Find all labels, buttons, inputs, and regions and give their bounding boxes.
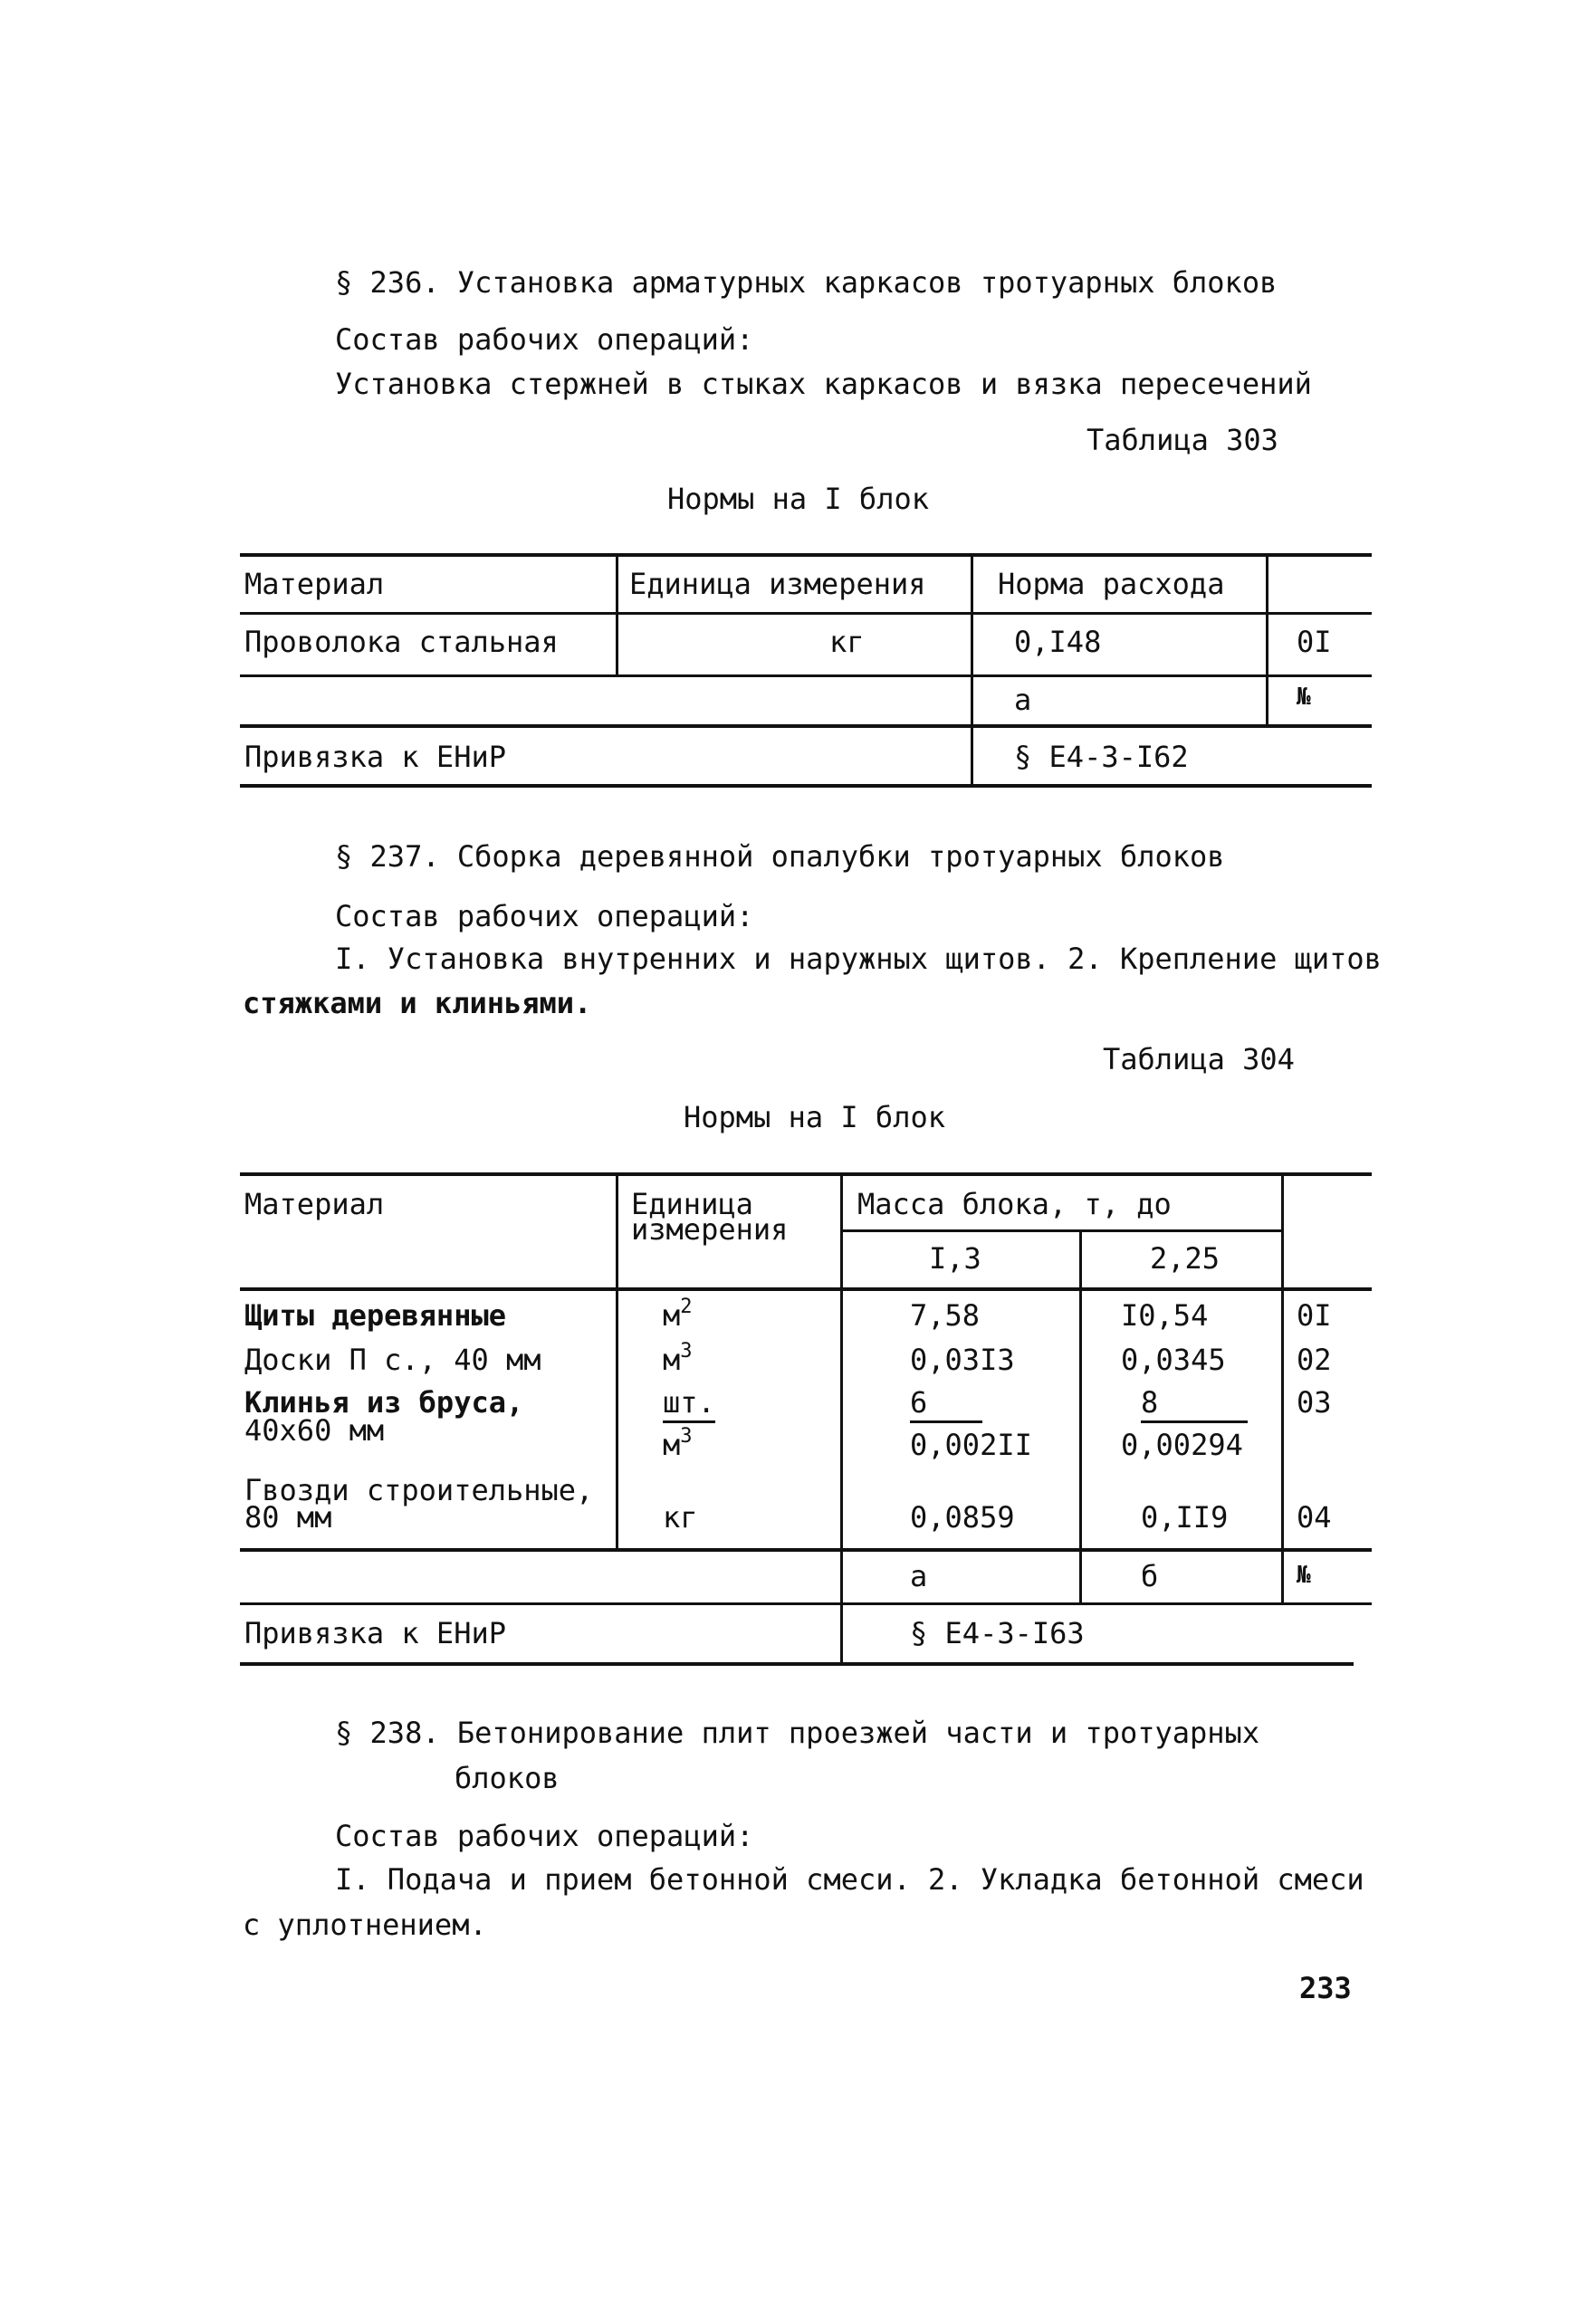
section-237-ops-title: Состав рабочих операций:: [335, 899, 754, 933]
table-304-row3-v2-bottom: 0,00294: [1121, 1428, 1243, 1462]
table-303-value: 0,I48: [1014, 625, 1102, 659]
table-304-row3-unit-top: шт.: [663, 1388, 715, 1423]
table-304-no-mark: №: [1297, 1562, 1311, 1589]
table-304-row2-material: Доски П с., 40 мм: [244, 1343, 541, 1377]
table-304-row1-material: Щиты деревянные: [244, 1298, 506, 1333]
table-303-unit: кг: [829, 625, 865, 659]
table-304-row1-v2: I0,54: [1121, 1298, 1209, 1333]
table-304-row2-code: 02: [1297, 1343, 1332, 1377]
table-304-letter-a: а: [910, 1559, 928, 1593]
table-303-code: 0I: [1297, 625, 1332, 659]
table-304-letter-b: б: [1141, 1559, 1159, 1593]
section-236-ops-title: Состав рабочих операций:: [335, 322, 754, 357]
table-304-binding-label: Привязка к ЕНиР: [244, 1616, 506, 1650]
table-304-row2-unit: $м^3$: [663, 1340, 693, 1377]
table-303-material: Проволока стальная: [244, 625, 559, 659]
table-304-row4-material-2: 80 мм: [244, 1500, 332, 1535]
table-304-row3-unit-bottom: $м^3$: [663, 1425, 693, 1462]
table-303-no-mark: №: [1297, 684, 1311, 711]
table-304-row2-v1: 0,03I3: [910, 1343, 1015, 1377]
table-304-row2-v2: 0,0345: [1121, 1343, 1226, 1377]
table-304-row4-code: 04: [1297, 1500, 1332, 1535]
table-303-header-unit: Единица измерения: [629, 567, 926, 601]
table-304-binding-value: § Е4-3-I63: [910, 1616, 1085, 1650]
table-304-header-unit-2: измерения: [631, 1212, 789, 1247]
table-304-norms-title: Нормы на I блок: [684, 1100, 945, 1134]
section-238-ops-line1: I. Подача и прием бетонной смеси. 2. Укладка бетонной смеси: [335, 1862, 1364, 1897]
table-304-row3-material-1: Клинья из бруса,: [244, 1385, 524, 1420]
table-304-row3-v1-bottom: 0,002II: [910, 1428, 1032, 1462]
table-304-row1-v1: 7,58: [910, 1298, 981, 1333]
table-304-header-material: Материал: [244, 1187, 385, 1221]
table-303-header-material: Материал: [244, 567, 385, 601]
table-304-row4-v2: 0,II9: [1141, 1500, 1229, 1535]
table-304-row3-v1-top: 6: [910, 1388, 982, 1423]
section-238-ops-line2: с уплотнением.: [243, 1908, 487, 1942]
table-304-row4-unit: кг: [663, 1500, 698, 1535]
table-304-col1: I,3: [929, 1241, 981, 1276]
table-304-label: Таблица 304: [1103, 1042, 1295, 1076]
table-304-row4-v1: 0,0859: [910, 1500, 1015, 1535]
table-303-col-letter: а: [1014, 683, 1032, 717]
section-238-heading-2: блоков: [455, 1761, 560, 1795]
table-303-norms-title: Нормы на I блок: [667, 482, 929, 516]
section-236-heading: § 236. Установка арматурных каркасов тротуарных блоков: [335, 265, 1278, 300]
table-304-row3-code: 03: [1297, 1385, 1332, 1420]
section-237-heading: § 237. Сборка деревянной опалубки тротуарных блоков: [335, 839, 1225, 874]
page-number: 233: [1299, 1971, 1352, 2005]
table-304-header-mass: Масса блока, т, до: [857, 1187, 1172, 1221]
section-238-heading-1: § 238. Бетонирование плит проезжей части и тротуарных: [335, 1716, 1260, 1750]
table-304-row4-material-1: Гвозди строительные,: [244, 1473, 594, 1507]
table-303-binding-value: § Е4-3-I62: [1014, 740, 1189, 774]
table-303-header-norm: Норма расхода: [998, 567, 1225, 601]
section-238-ops-title: Состав рабочих операций:: [335, 1819, 754, 1853]
table-303-label: Таблица 303: [1086, 423, 1278, 457]
table-304-header-unit-1: Единица: [631, 1187, 753, 1221]
table-304-row3-material-2: 40х60 мм: [244, 1413, 385, 1448]
section-236-ops-text: Установка стержней в стыках каркасов и вязка пересечений: [335, 367, 1312, 401]
table-303-binding-label: Привязка к ЕНиР: [244, 740, 506, 774]
section-237-ops-line1: I. Установка внутренних и наружных щитов. 2. Крепление щитов: [335, 942, 1382, 976]
table-304-col2: 2,25: [1150, 1241, 1220, 1276]
table-304-row1-code: 0I: [1297, 1298, 1332, 1333]
section-237-ops-line2: стяжками и клиньями.: [243, 986, 592, 1020]
table-304-row3-v2-top: 8: [1141, 1388, 1248, 1423]
table-304-row1-unit: $м^2$: [663, 1296, 693, 1333]
